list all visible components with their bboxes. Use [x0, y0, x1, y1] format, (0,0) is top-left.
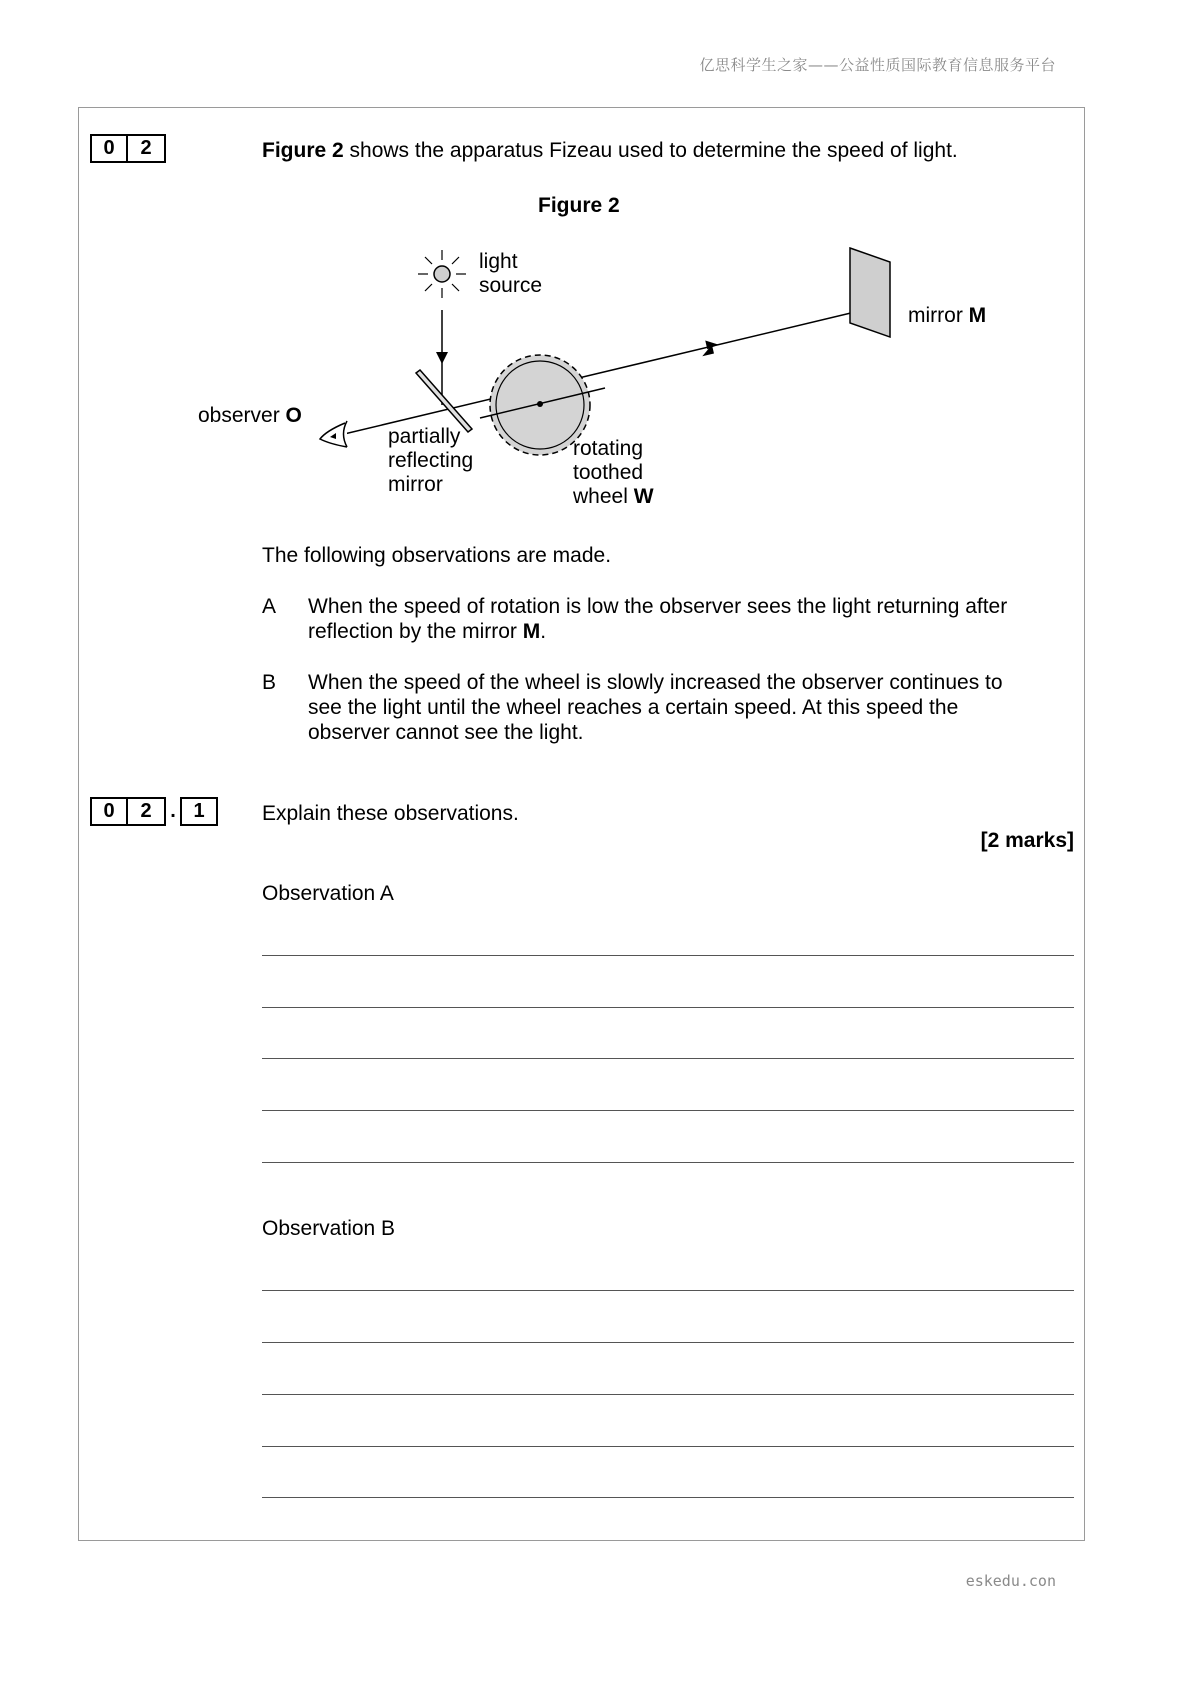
- observation-line: see the light until the wheel reaches a certain speed. At this speed the: [308, 696, 959, 719]
- observation-b-text: [308, 670, 1058, 745]
- label-partial-mirror: mirror: [388, 473, 443, 496]
- partial-mirror-icon: [416, 370, 472, 432]
- answer-line[interactable]: [262, 1342, 1074, 1343]
- site-header-note: 亿思科学生之家——公益性质国际教育信息服务平台: [699, 56, 1056, 74]
- label-observer: observer O: [198, 404, 302, 427]
- question-number-box: [90, 134, 166, 163]
- question-digit: 0: [90, 134, 128, 163]
- label-wheel-w: wheel W: [573, 485, 654, 508]
- answer-line[interactable]: [262, 1446, 1074, 1447]
- observation-letter: A: [262, 595, 277, 618]
- mirror-m-icon: [850, 248, 890, 337]
- subquestion-digit: 2: [128, 797, 166, 826]
- answer-line[interactable]: [262, 1007, 1074, 1008]
- label-light: light: [479, 250, 518, 273]
- observation-a-label: Observation A: [262, 882, 394, 905]
- subquestion-digit: 0: [90, 797, 128, 826]
- answer-line[interactable]: [262, 1110, 1074, 1111]
- figure-title: Figure 2: [538, 194, 620, 217]
- answer-line[interactable]: [262, 1162, 1074, 1163]
- intro-text: shows the apparatus Fizeau used to determine the speed of light.: [343, 139, 958, 162]
- observation-letter: B: [262, 671, 277, 694]
- answer-line[interactable]: [262, 955, 1074, 956]
- observations-intro: The following observations are made.: [262, 544, 612, 567]
- subquestion-dot: .: [170, 800, 176, 822]
- question-intro: [262, 138, 958, 163]
- observation-line: observer cannot see the light.: [308, 721, 584, 744]
- subquestion-number-box: [90, 797, 218, 826]
- observer-eye-icon: [320, 421, 347, 447]
- light-source-icon: [418, 250, 466, 298]
- answer-line[interactable]: [262, 1058, 1074, 1059]
- label-toothed: toothed: [573, 461, 644, 484]
- label-reflecting: reflecting: [388, 449, 474, 472]
- label-mirror-m: mirror M: [908, 304, 987, 327]
- figure-reference: Figure 2: [262, 139, 344, 162]
- marks-label: [2 marks]: [980, 829, 1074, 852]
- label-partially: partially: [388, 425, 461, 448]
- subquestion-prompt: Explain these observations.: [262, 802, 519, 825]
- observation-a-text: [308, 594, 1058, 644]
- observation-line: reflection by the mirror M.: [308, 620, 547, 643]
- label-rotating: rotating: [573, 437, 644, 460]
- beam-arrow: [436, 352, 448, 364]
- subquestion-digit: 1: [180, 797, 218, 826]
- answer-line[interactable]: [262, 1394, 1074, 1395]
- observation-line: When the speed of the wheel is slowly increased the observer continues to: [308, 671, 1003, 694]
- label-source: source: [479, 274, 543, 297]
- question-digit: 2: [128, 134, 166, 163]
- answer-line[interactable]: [262, 1290, 1074, 1291]
- site-footer: eskedu.con: [965, 1572, 1056, 1590]
- observation-line: When the speed of rotation is low the observer sees the light returning after: [308, 595, 1008, 618]
- fizeau-apparatus-diagram: [190, 240, 987, 520]
- answer-line[interactable]: [262, 1497, 1074, 1498]
- observation-b-label: Observation B: [262, 1217, 396, 1240]
